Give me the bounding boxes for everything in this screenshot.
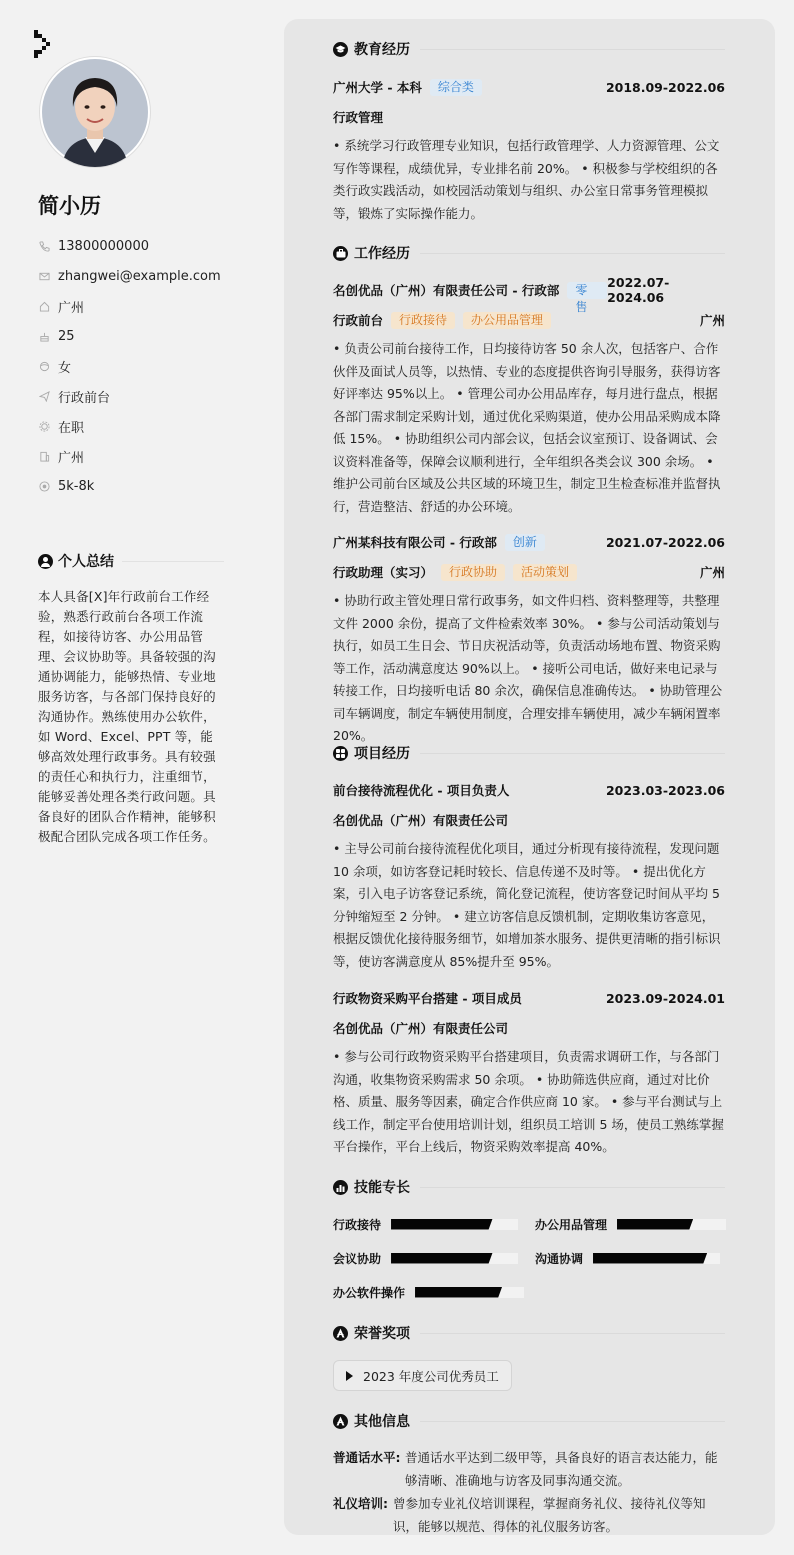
skills-section [333, 1177, 725, 1307]
work-city: 广州 [699, 313, 725, 328]
info-text: 女 [58, 360, 72, 376]
project-date: 2023.03-2023.06 [605, 782, 725, 798]
award-icon [333, 1326, 348, 1341]
role-tag: 办公用品管理 [463, 312, 551, 329]
company-name: 广州某科技有限公司 - 行政部 [333, 535, 497, 550]
left-column [0, 0, 260, 1555]
work-description: • 负责公司前台接待工作，日均接待访客 50 余人次，包括客户、合作伙伴及面试人员等，以热情、专业的态度提供咨询引导服务，获得访客好评率达 95%以上。 • 管理公司办公用品库存，每月进行盘点，根据各部门需求制定采购计划，通过优化采购渠道，使办公用品采购成本降低 15%。 • 协助组织公司内部会议，包括会议室预订、设备调试、会议资料准备等，保障会议顺利进行，全年组织各类会议 300 余场。 • 维护公司前台区域及公共区域的环境卫生，制定卫生检查标准并监督执行，营造整洁、舒适的办公环境。 [333, 341, 721, 514]
info-row-phone [38, 231, 248, 261]
other-text: 普通话水平达到二级甲等，具备良好的语言表达能力，能够清晰、准确地与访客及同事沟通交流。 [405, 1450, 718, 1488]
money-icon [38, 480, 50, 492]
info-row-status [38, 411, 248, 441]
project-item-header [333, 780, 725, 800]
skill-bar-fill [593, 1253, 707, 1264]
status-icon [38, 420, 50, 432]
role-tag: 行政接待 [391, 312, 455, 329]
info-row-email [38, 261, 248, 291]
awards-section [333, 1323, 725, 1398]
send-icon [38, 390, 50, 402]
section-heading [333, 1323, 725, 1343]
skill-bar-fill [391, 1219, 493, 1230]
award-label: 2023 年度公司优秀员工 [363, 1368, 499, 1384]
project-name: 行政物资采购平台搭建 - 项目成员 [333, 991, 522, 1006]
role-tag: 行政协助 [441, 564, 505, 581]
school-tag: 综合类 [430, 79, 482, 96]
avatar-portrait [40, 57, 150, 167]
section-heading [333, 243, 725, 263]
info-text: 在职 [58, 420, 85, 436]
phone-icon [38, 240, 50, 252]
work-date: 2021.07-2022.06 [605, 534, 725, 550]
award-toggle-button[interactable] [333, 1360, 512, 1391]
gender-icon [38, 360, 50, 372]
skill-label: 行政接待 [333, 1217, 382, 1232]
section-heading [333, 743, 725, 763]
education-date: 2018.09-2022.06 [605, 79, 725, 95]
skill-item [333, 1248, 518, 1268]
project-date: 2023.09-2024.01 [605, 990, 725, 1006]
info-icon [333, 1414, 348, 1429]
skill-bar-fill [391, 1253, 493, 1264]
skill-item [535, 1248, 720, 1268]
graduation-cap-icon [333, 42, 348, 57]
work-role-row [333, 310, 725, 330]
skill-bar-fill [617, 1219, 693, 1230]
other-label: 普通话水平: [333, 1450, 401, 1465]
summary-text: 本人具备[X]年行政前台工作经验，熟悉行政前台各项工作流程，如接待访客、办公用品管理、会议协助等。具备较强的沟通协调能力，能够热情、专业地服务访客，与各部门保持良好的沟通协作。熟练使用办公软件，如 Word、Excel、PPT 等，能够高效处理行政事务。具有较强的责任心和执行力，注重细节，能够妥善处理各类行政问题。具备良好的团队合作精神，能够积极配合团队完成各项工作任务。 [38, 589, 216, 844]
info-text: 25 [58, 328, 75, 344]
award-list [333, 1360, 512, 1391]
divider [420, 49, 725, 50]
logo-icon [32, 30, 54, 60]
cake-icon [38, 330, 50, 342]
skill-label: 会议协助 [333, 1251, 382, 1266]
education-section [333, 39, 725, 239]
summary-heading [38, 551, 224, 571]
section-title: 其他信息 [354, 1414, 410, 1430]
other-text: 曾参加专业礼仪培训课程，掌握商务礼仪、接待礼仪等知识，能够以规范、得体的礼仪服务访客。 [393, 1496, 706, 1534]
project-company-row [333, 810, 725, 830]
project-company-row [333, 1018, 725, 1038]
divider [420, 753, 725, 754]
skill-bar [617, 1219, 726, 1230]
grid-icon [333, 746, 348, 761]
section-title: 工作经历 [354, 246, 410, 262]
mail-icon [38, 270, 50, 282]
work-description: • 协助行政主管处理日常行政事务，如文件归档、资料整理等，共整理文件 2000 余份，提高了文件检索效率 30%。 • 参与公司活动策划与执行，如员工生日会、节日庆祝活动等，负责活动场地布置、物资采购等工作，活动满意度达 90%以上。 • 接听公司电话，做好来电记录与转接工作，日均接听电话 80 余次，确保信息准确传达。 • 协助管理公司车辆调度，制定车辆使用制度，合理安排车辆使用，减少车辆闲置率 20%。 [333, 593, 723, 743]
school-name: 广州大学 - 本科 [333, 80, 422, 95]
info-text: 13800000000 [58, 238, 149, 254]
project-company: 名创优品（广州）有限责任公司 [333, 813, 509, 828]
skill-item [333, 1282, 524, 1302]
major-name: 行政管理 [333, 110, 384, 125]
info-row-salary [38, 471, 248, 501]
skill-bar [391, 1253, 518, 1264]
bar-chart-icon [333, 1180, 348, 1195]
other-info-section [333, 1411, 725, 1534]
section-title: 教育经历 [354, 42, 410, 58]
avatar [40, 57, 150, 167]
summary-title: 个人总结 [58, 554, 114, 570]
play-icon [346, 1371, 353, 1381]
skill-item [333, 1214, 518, 1234]
info-row-work-city [38, 441, 248, 471]
info-text: zhangwei@example.com [58, 268, 221, 284]
divider [420, 1421, 725, 1422]
work-city: 广州 [699, 565, 725, 580]
project-company: 名创优品（广州）有限责任公司 [333, 1021, 509, 1036]
skill-label: 沟通协调 [535, 1251, 584, 1266]
skill-bar [391, 1219, 518, 1230]
skill-bar [593, 1253, 720, 1264]
project-description: • 主导公司前台接待流程优化项目，通过分析现有接待流程，发现问题 10 余项，如访客登记耗时较长、信息传递不及时等。 • 提出优化方案，引入电子访客登记系统，简化登记流程，使访客登记时间从平均 5 分钟缩短至 2 分钟。 • 建立访客信息反馈机制，定期收集访客意见，根据反馈优化接待服务细节，如增加茶水服务、提供更清晰的指引标识等，使访客满意度从 85%提升至 95%。 [333, 841, 721, 969]
project-section [333, 743, 725, 1183]
work-item-header [333, 275, 725, 314]
home-icon [38, 300, 50, 312]
building-icon [38, 450, 50, 462]
industry-tag: 创新 [505, 534, 545, 551]
section-heading [333, 39, 725, 59]
section-title: 项目经历 [354, 746, 410, 762]
work-section [333, 243, 725, 743]
project-name: 前台接待流程优化 - 项目负责人 [333, 783, 510, 798]
user-icon [38, 554, 53, 569]
work-date: 2022.07-2024.06 [607, 275, 670, 305]
section-heading [333, 1177, 725, 1197]
major-row [333, 107, 725, 127]
briefcase-icon [333, 246, 348, 261]
skill-label: 办公用品管理 [535, 1217, 608, 1232]
company-name: 名创优品（广州）有限责任公司 - 行政部 [333, 283, 560, 298]
skill-bar [415, 1287, 524, 1298]
divider [420, 253, 725, 254]
contact-info-list [38, 231, 248, 501]
divider [420, 1333, 725, 1334]
skill-label: 办公软件操作 [333, 1285, 406, 1300]
main-card [284, 19, 775, 1535]
industry-tag: 零售 [567, 282, 607, 299]
work-role-row [333, 562, 725, 582]
profile-name: 简小历 [38, 194, 101, 218]
info-text: 广州 [58, 450, 85, 466]
info-text: 行政前台 [58, 390, 111, 406]
project-item-header [333, 988, 725, 1008]
divider [420, 1187, 725, 1188]
project-description: • 参与公司行政物资采购平台搭建项目，负责需求调研工作，与各部门沟通，收集物资采购需求 50 余项。 • 协助筛选供应商，通过对比价格、质量、服务等因素，确定合作供应商 10 家。 • 参与平台测试与上线工作，制定平台使用培训计划，组织员工培训 5 场，使员工熟练掌握平台操作，平台上线后，物资采购效率提高 40%。 [333, 1049, 724, 1154]
info-text: 5k-8k [58, 478, 95, 494]
info-row-position [38, 381, 248, 411]
other-info-row [333, 1493, 725, 1538]
section-heading [333, 1411, 725, 1431]
info-text: 广州 [58, 300, 85, 316]
work-item-header [333, 532, 725, 552]
other-info-row [333, 1447, 725, 1492]
divider [122, 561, 224, 562]
role-name: 行政助理（实习） [333, 565, 434, 580]
skill-bar-fill [415, 1287, 502, 1298]
skill-item [535, 1214, 726, 1234]
role-name: 行政前台 [333, 313, 384, 328]
info-row-city [38, 291, 248, 321]
role-tag: 活动策划 [513, 564, 577, 581]
other-label: 礼仪培训: [333, 1496, 388, 1511]
info-row-age [38, 321, 248, 351]
section-title: 技能专长 [354, 1180, 410, 1196]
info-row-gender [38, 351, 248, 381]
education-description: • 系统学习行政管理专业知识，包括行政管理学、人力资源管理、公文写作等课程，成绩优异，专业排名前 20%。 • 积极参与学校组织的各类行政实践活动，如校园活动策划与组织、办公室日常事务管理模拟等，锻炼了实际操作能力。 [333, 138, 720, 221]
education-row [333, 77, 725, 97]
section-title: 荣誉奖项 [354, 1326, 410, 1342]
